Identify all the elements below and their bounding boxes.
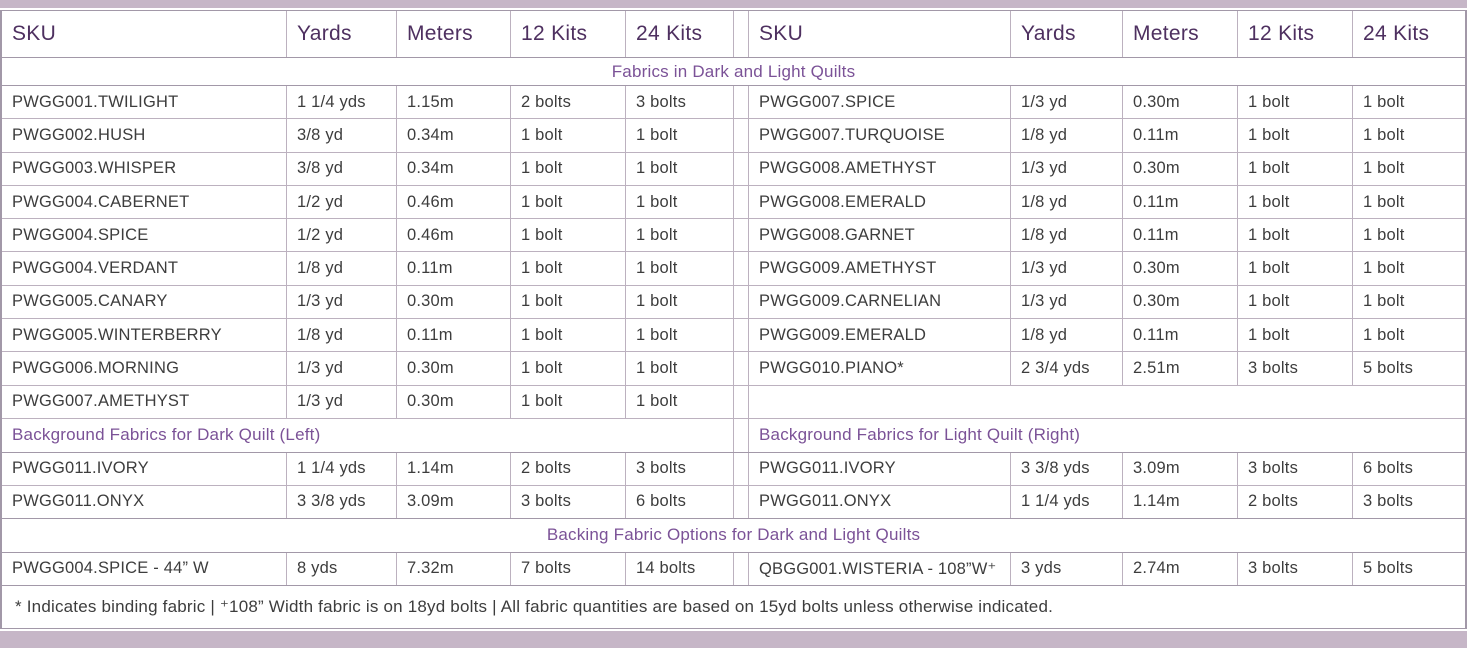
kits-24-cell: 1 bolt (626, 153, 734, 185)
table-row (2, 553, 1465, 586)
sku-cell: PWGG005.CANARY (2, 286, 287, 318)
section-band-background (2, 419, 1465, 453)
table-row (2, 453, 1465, 486)
kits-12-cell: 1 bolt (511, 252, 626, 284)
sku-cell: PWGG007.AMETHYST (2, 386, 287, 418)
meters-cell: 1.15m (397, 86, 511, 118)
kits-12-cell: 2 bolts (511, 453, 626, 485)
left-table-half (2, 252, 734, 284)
kits-24-cell: 3 bolts (626, 453, 734, 485)
sku-cell: PWGG009.AMETHYST (749, 252, 1011, 284)
sku-cell: PWGG011.ONYX (749, 486, 1011, 518)
yards-cell: 1/8 yd (287, 252, 397, 284)
left-table-half (2, 386, 734, 418)
table-gap (734, 219, 748, 251)
kits-12-cell: 3 bolts (1238, 453, 1353, 485)
right-table-half (748, 186, 1465, 218)
meters-cell: 0.30m (397, 352, 511, 384)
meters-cell: 0.30m (397, 286, 511, 318)
meters-cell: 0.46m (397, 186, 511, 218)
kits-24-cell: 1 bolt (626, 219, 734, 251)
table-gap (734, 186, 748, 218)
yards-cell: 1/3 yd (1011, 86, 1123, 118)
yards-cell: 1/3 yd (1011, 286, 1123, 318)
kits-24-cell: 1 bolt (1363, 92, 1405, 111)
column-header-meters: Meters (397, 11, 511, 57)
kits-12-cell: 1 bolt (1238, 186, 1353, 218)
meters-cell: 0.11m (397, 252, 511, 284)
column-header-yards: Yards (1011, 11, 1123, 57)
table-gap (734, 352, 748, 384)
yards-cell: 1 1/4 yds (287, 453, 397, 485)
sku-cell: PWGG009.CARNELIAN (749, 286, 1011, 318)
kits-24-cell: 1 bolt (1363, 325, 1405, 344)
table-gap (734, 286, 748, 318)
sku-cell: QBGG001.WISTERIA - 108”W⁺ (749, 553, 1011, 585)
yards-cell: 2 3/4 yds (1011, 352, 1123, 384)
footnote-text: * Indicates binding fabric | ⁺108” Width fabric is on 18yd bolts | All fabric quantities are based on 15yd bolts unless otherwise indicated. (15, 596, 1054, 616)
section-band-background-left (2, 419, 734, 452)
kits-12-cell: 3 bolts (511, 486, 626, 518)
table-gap (734, 386, 748, 418)
kits-12-cell: 1 bolt (511, 119, 626, 151)
sku-cell: PWGG003.WHISPER (2, 153, 287, 185)
fabric-table (0, 10, 1467, 629)
yards-cell: 1/2 yd (287, 186, 397, 218)
meters-cell: 0.11m (1123, 186, 1238, 218)
sku-cell: PWGG004.CABERNET (2, 186, 287, 218)
empty-merged-cell (748, 386, 1465, 418)
sku-cell: PWGG011.IVORY (749, 453, 1011, 485)
meters-cell: 0.46m (397, 219, 511, 251)
yards-cell: 1/8 yd (1011, 186, 1123, 218)
left-table-half (2, 453, 734, 485)
table-gap (734, 319, 748, 351)
table-row (2, 286, 1465, 319)
left-table-half (2, 219, 734, 251)
meters-cell: 7.32m (397, 553, 511, 585)
section-band-background-right (748, 419, 1465, 452)
column-header-12kits: 12 Kits (1238, 11, 1353, 57)
sku-cell: PWGG008.AMETHYST (749, 153, 1011, 185)
table-row (2, 153, 1465, 186)
yards-cell: 3/8 yd (287, 153, 397, 185)
meters-cell: 0.11m (1123, 319, 1238, 351)
kits-24-cell: 14 bolts (626, 553, 734, 585)
kits-24-cell: 1 bolt (626, 286, 734, 318)
yards-cell: 1/8 yd (1011, 219, 1123, 251)
column-header-meters: Meters (1123, 11, 1238, 57)
section-band-fabrics (2, 58, 1465, 86)
kits-12-cell: 3 bolts (1238, 553, 1353, 585)
header-row (2, 11, 1465, 58)
meters-cell: 0.34m (397, 119, 511, 151)
meters-cell: 0.30m (1123, 153, 1238, 185)
yards-cell: 1 1/4 yds (287, 86, 397, 118)
meters-cell: 0.11m (1123, 119, 1238, 151)
table-row (2, 186, 1465, 219)
yards-cell: 1/8 yd (1011, 319, 1123, 351)
yards-cell: 1/3 yd (1011, 252, 1123, 284)
yards-cell: 3 3/8 yds (1011, 453, 1123, 485)
sku-cell: PWGG011.ONYX (2, 486, 287, 518)
column-header-yards: Yards (287, 11, 397, 57)
right-table-half (748, 252, 1465, 284)
kits-24-cell: 6 bolts (1363, 459, 1414, 478)
table-gap (734, 553, 748, 585)
table-row (2, 252, 1465, 285)
kits-12-cell: 1 bolt (1238, 119, 1353, 151)
kits-24-cell: 1 bolt (626, 252, 734, 284)
sku-cell: PWGG008.EMERALD (749, 186, 1011, 218)
table-row (2, 386, 1465, 419)
kits-12-cell: 1 bolt (1238, 153, 1353, 185)
table-gap (734, 252, 748, 284)
meters-cell: 0.11m (397, 319, 511, 351)
table-gap (734, 119, 748, 151)
meters-cell: 3.09m (397, 486, 511, 518)
kits-24-cell: 1 bolt (626, 186, 734, 218)
section-band-label: Backing Fabric Options for Dark and Light Quilts (546, 525, 921, 545)
meters-cell: 1.14m (1123, 486, 1238, 518)
kits-24-cell: 3 bolts (1363, 492, 1414, 511)
table-row (2, 86, 1465, 119)
section-band-label: Background Fabrics for Light Quilt (Right) (759, 425, 1081, 445)
kits-24-cell: 1 bolt (1363, 259, 1405, 278)
kits-24-cell: 3 bolts (626, 86, 734, 118)
table-gap (734, 11, 748, 57)
column-header-sku: SKU (749, 11, 1011, 57)
sku-cell: PWGG004.SPICE (2, 219, 287, 251)
table-row (2, 352, 1465, 385)
footnote-row (2, 586, 1465, 628)
table-row (2, 219, 1465, 252)
right-table-half (748, 86, 1465, 118)
right-table-half (748, 553, 1465, 585)
right-table-half (748, 453, 1465, 485)
left-table-half (2, 352, 734, 384)
table-gap (734, 419, 748, 452)
yards-cell: 1/3 yd (1011, 153, 1123, 185)
yards-cell: 1/8 yd (287, 319, 397, 351)
sku-cell: PWGG007.SPICE (749, 86, 1011, 118)
sku-cell: PWGG007.TURQUOISE (749, 119, 1011, 151)
meters-cell: 0.11m (1123, 219, 1238, 251)
kits-12-cell: 2 bolts (1238, 486, 1353, 518)
kits-12-cell: 3 bolts (1238, 352, 1353, 384)
table-row (2, 319, 1465, 352)
left-table-half (2, 186, 734, 218)
meters-cell: 0.30m (1123, 286, 1238, 318)
kits-12-cell: 1 bolt (1238, 219, 1353, 251)
kits-12-cell: 1 bolt (1238, 286, 1353, 318)
right-table-half (748, 286, 1465, 318)
sku-cell: PWGG005.WINTERBERRY (2, 319, 287, 351)
kits-24-cell: 1 bolt (1363, 225, 1405, 244)
sku-cell: PWGG004.VERDANT (2, 252, 287, 284)
table-row (2, 119, 1465, 152)
section-band-label: Background Fabrics for Dark Quilt (Left) (12, 425, 321, 445)
kits-24-cell: 1 bolt (1363, 192, 1405, 211)
kits-12-cell: 1 bolt (1238, 319, 1353, 351)
section-band-backing (2, 519, 1465, 553)
left-table-half (2, 86, 734, 118)
yards-cell: 8 yds (287, 553, 397, 585)
table-gap (734, 486, 748, 518)
left-table-half (2, 486, 734, 518)
table-gap (734, 453, 748, 485)
kits-12-cell: 1 bolt (511, 219, 626, 251)
kits-12-cell: 7 bolts (511, 553, 626, 585)
meters-cell: 0.34m (397, 153, 511, 185)
column-header-24kits: 24 Kits (626, 11, 734, 57)
table-gap (734, 86, 748, 118)
yards-cell: 1 1/4 yds (1011, 486, 1123, 518)
right-table-half (748, 11, 1465, 57)
meters-cell: 2.51m (1123, 352, 1238, 384)
table-gap (734, 153, 748, 185)
meters-cell: 2.74m (1123, 553, 1238, 585)
kits-12-cell: 1 bolt (511, 186, 626, 218)
left-table-half (2, 286, 734, 318)
sku-cell: PWGG004.SPICE - 44” W (2, 553, 287, 585)
kits-12-cell: 1 bolt (1238, 86, 1353, 118)
kits-12-cell: 1 bolt (1238, 252, 1353, 284)
kits-24-cell: 1 bolt (626, 352, 734, 384)
right-table-half (748, 153, 1465, 185)
sku-cell: PWGG010.PIANO* (749, 352, 1011, 384)
left-table-half (2, 153, 734, 185)
sku-cell: PWGG009.EMERALD (749, 319, 1011, 351)
right-table-half (748, 486, 1465, 518)
kits-24-cell: 5 bolts (1363, 359, 1414, 378)
sku-cell: PWGG002.HUSH (2, 119, 287, 151)
right-table-half (748, 219, 1465, 251)
kits-24-cell: 1 bolt (1363, 125, 1405, 144)
kits-24-cell: 1 bolt (626, 386, 734, 418)
right-table-half (748, 119, 1465, 151)
yards-cell: 1/8 yd (1011, 119, 1123, 151)
top-bar (0, 0, 1467, 8)
column-header-12kits: 12 Kits (511, 11, 626, 57)
meters-cell: 3.09m (1123, 453, 1238, 485)
meters-cell: 0.30m (1123, 252, 1238, 284)
kits-24-cell: 1 bolt (626, 119, 734, 151)
yards-cell: 3 yds (1011, 553, 1123, 585)
right-table-half (748, 352, 1465, 384)
kits-12-cell: 1 bolt (511, 153, 626, 185)
table-row (2, 486, 1465, 519)
yards-cell: 3/8 yd (287, 119, 397, 151)
kits-12-cell: 1 bolt (511, 386, 626, 418)
section-band-label: Fabrics in Dark and Light Quilts (611, 61, 856, 81)
column-header-24kits: 24 Kits (1363, 22, 1430, 45)
kits-24-cell: 1 bolt (626, 319, 734, 351)
sku-cell: PWGG001.TWILIGHT (2, 86, 287, 118)
bottom-bar (0, 631, 1467, 648)
kits-12-cell: 1 bolt (511, 286, 626, 318)
sku-cell: PWGG011.IVORY (2, 453, 287, 485)
yards-cell: 1/3 yd (287, 352, 397, 384)
kits-12-cell: 2 bolts (511, 86, 626, 118)
kits-24-cell: 1 bolt (1363, 159, 1405, 178)
left-table-half (2, 119, 734, 151)
kits-12-cell: 1 bolt (511, 352, 626, 384)
sku-cell: PWGG006.MORNING (2, 352, 287, 384)
left-table-half (2, 11, 734, 57)
yards-cell: 1/3 yd (287, 386, 397, 418)
left-table-half (2, 319, 734, 351)
kits-24-cell: 5 bolts (1363, 559, 1414, 578)
column-header-sku: SKU (2, 11, 287, 57)
meters-cell: 0.30m (397, 386, 511, 418)
kits-24-cell: 1 bolt (1363, 292, 1405, 311)
meters-cell: 1.14m (397, 453, 511, 485)
kits-12-cell: 1 bolt (511, 319, 626, 351)
yards-cell: 1/3 yd (287, 286, 397, 318)
yards-cell: 3 3/8 yds (287, 486, 397, 518)
yards-cell: 1/2 yd (287, 219, 397, 251)
kits-24-cell: 6 bolts (626, 486, 734, 518)
meters-cell: 0.30m (1123, 86, 1238, 118)
sku-cell: PWGG008.GARNET (749, 219, 1011, 251)
right-table-half (748, 319, 1465, 351)
left-table-half (2, 553, 734, 585)
